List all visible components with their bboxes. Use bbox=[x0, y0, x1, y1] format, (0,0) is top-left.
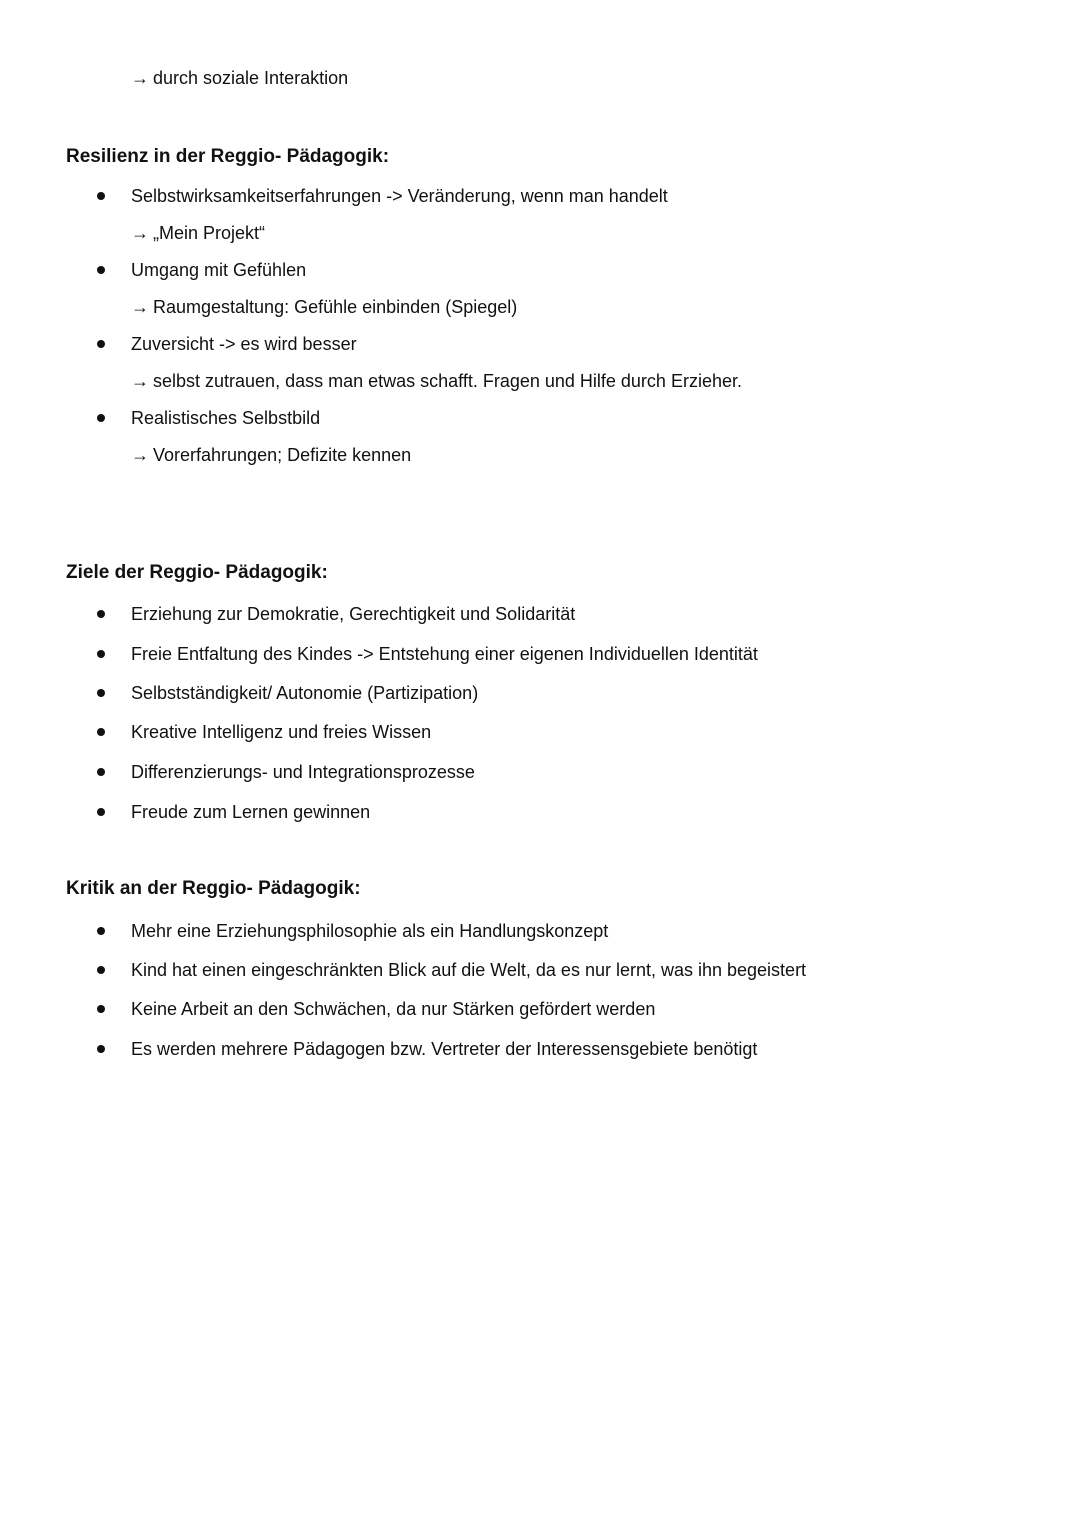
arrow-right-icon: → bbox=[131, 371, 149, 391]
resilienz-item-2: Umgang mit Gefühlen bbox=[131, 260, 307, 280]
ziele-item-3: Selbstständigkeit/ Autonomie (Partizipation) bbox=[131, 683, 479, 703]
bullet-icon bbox=[97, 1005, 105, 1013]
intro-line bbox=[131, 67, 348, 89]
section-heading-ziele: Ziele der Reggio- Pädagogik: bbox=[66, 562, 328, 583]
bullet-icon bbox=[97, 1045, 105, 1053]
resilienz-item-3: Zuversicht -> es wird besser bbox=[131, 334, 357, 354]
intro-text: durch soziale Interaktion bbox=[153, 68, 349, 88]
bullet-icon bbox=[97, 689, 105, 697]
resilienz-item-4: Realistisches Selbstbild bbox=[131, 408, 321, 428]
resilienz-sub-4 bbox=[131, 444, 411, 466]
arrow-right-icon: → bbox=[131, 223, 149, 243]
section-heading-kritik: Kritik an der Reggio- Pädagogik: bbox=[66, 878, 361, 899]
kritik-item-2: Kind hat einen eingeschränkten Blick auf die Welt, da es nur lernt, was ihn begeistert bbox=[131, 960, 807, 980]
bullet-icon bbox=[97, 192, 105, 200]
resilienz-sub-1-text: „Mein Projekt“ bbox=[153, 223, 266, 243]
arrow-right-icon: → bbox=[131, 297, 149, 317]
kritik-item-3: Keine Arbeit an den Schwächen, da nur Stärken gefördert werden bbox=[131, 999, 656, 1019]
bullet-icon bbox=[97, 966, 105, 974]
resilienz-sub-3 bbox=[131, 370, 742, 392]
ziele-item-5: Differenzierungs- und Integrationsprozesse bbox=[131, 762, 475, 782]
kritik-item-1: Mehr eine Erziehungsphilosophie als ein Handlungskonzept bbox=[131, 921, 609, 941]
bullet-icon bbox=[97, 650, 105, 658]
bullet-icon bbox=[97, 414, 105, 422]
resilienz-sub-3-text: selbst zutrauen, dass man etwas schafft. Fragen und Hilfe durch Erzieher. bbox=[153, 371, 742, 391]
resilienz-item-1: Selbstwirksamkeitserfahrungen -> Veränderung, wenn man handelt bbox=[131, 186, 668, 206]
resilienz-sub-4-text: Vorerfahrungen; Defizite kennen bbox=[153, 445, 412, 465]
bullet-icon bbox=[97, 728, 105, 736]
bullet-icon bbox=[97, 768, 105, 776]
resilienz-sub-2 bbox=[131, 296, 517, 318]
ziele-item-1: Erziehung zur Demokratie, Gerechtigkeit und Solidarität bbox=[131, 604, 576, 624]
arrow-right-icon: → bbox=[131, 445, 149, 465]
bullet-icon bbox=[97, 266, 105, 274]
resilienz-sub-2-text: Raumgestaltung: Gefühle einbinden (Spiegel) bbox=[153, 297, 518, 317]
bullet-icon bbox=[97, 808, 105, 816]
bullet-icon bbox=[97, 340, 105, 348]
ziele-item-2: Freie Entfaltung des Kindes -> Entstehung einer eigenen Individuellen Identität bbox=[131, 644, 758, 664]
arrow-right-icon: → bbox=[131, 68, 149, 88]
ziele-item-6: Freude zum Lernen gewinnen bbox=[131, 802, 371, 822]
section-heading-resilienz: Resilienz in der Reggio- Pädagogik: bbox=[66, 146, 390, 167]
bullet-icon bbox=[97, 610, 105, 618]
resilienz-sub-1 bbox=[131, 222, 265, 244]
bullet-icon bbox=[97, 927, 105, 935]
ziele-item-4: Kreative Intelligenz und freies Wissen bbox=[131, 722, 432, 742]
kritik-item-4: Es werden mehrere Pädagogen bzw. Vertreter der Interessensgebiete benötigt bbox=[131, 1039, 758, 1059]
